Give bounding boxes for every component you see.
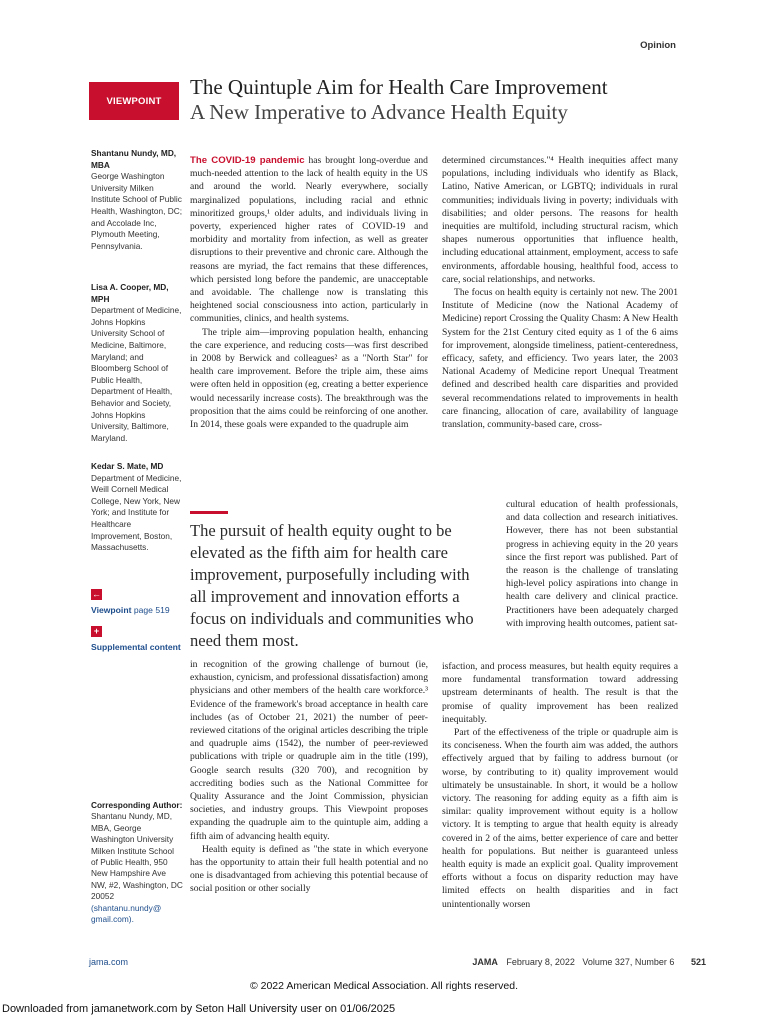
article-title: The Quintuple Aim for Health Care Improvement bbox=[190, 75, 608, 99]
journal-name: JAMA bbox=[472, 957, 498, 967]
back-arrow-icon: ← bbox=[92, 589, 101, 599]
author-block bbox=[91, 461, 183, 554]
issue-info: February 8, 2022 Volume 327, Number 6 bbox=[506, 957, 675, 967]
paragraph: The triple aim—improving population health, enhancing the care experience, and reducing costs—was first described in 2008 by Berwick and colleagues² as a "North Star" for health care improvement. Before the triple aim, these aims were often held in opposition (eg, creating a better experience would necessarily increase costs). The breakthrough was the proposition that the aims could be reinforcing of one another. In 2014, these goals were expanded to the quadruple aim bbox=[190, 326, 428, 431]
viewpoint-link-page[interactable]: page 519 bbox=[133, 605, 170, 615]
body-column-right-bottom bbox=[442, 660, 678, 911]
author-block bbox=[91, 282, 183, 444]
author-name[interactable]: Kedar S. Mate, MD bbox=[91, 461, 164, 471]
supplemental-link-label[interactable]: Supplemental content bbox=[91, 642, 181, 652]
lead-in: The COVID-19 pandemic bbox=[190, 155, 305, 166]
paragraph: Health equity is defined as "the state in which everyone has the opportunity to attain their full health potential and no one is disadvantaged from achieving this potential because of social position or other socially bbox=[190, 843, 428, 895]
viewpoint-badge: VIEWPOINT bbox=[89, 82, 179, 120]
body-column-left-top bbox=[190, 154, 428, 431]
paragraph: has brought long-overdue and much-needed attention to the lack of health equity in the US and around the world. Nearly everywhere, socially marginalized populations, including racial and ethnic minoritized groups,¹ older adults, and individuals living in poverty, experienced higher rates of COVID-19 and morbidity and mortality from infection, as well as greater disruptions to their preventive and chronic care. Although the reasons are myriad, the fact remains that these differences, which persisted long before the pandemic, are unacceptable and avoidable. The challenge now is translating this heightened social consciousness into action, particularly in communities, clinics, and health systems. bbox=[190, 155, 428, 325]
paragraph: isfaction, and process measures, but health equity requires a more fundamental transformation toward addressing upstream determinants of health. The result is that the promise of quality improvement has been realized inequitably. bbox=[442, 661, 678, 725]
related-viewpoint-link[interactable] bbox=[91, 589, 183, 615]
author-affiliation: Department of Medicine, Johns Hopkins University School of Medicine, Baltimore, Maryland; and Bloomberg School of Public Health, Department of Health, Behavior and Society, Johns Hopkins University, Baltimore, Maryland. bbox=[91, 305, 182, 443]
copyright: © 2022 American Medical Association. All rights reserved. bbox=[249, 980, 519, 992]
viewpoint-link-label[interactable]: Viewpoint bbox=[91, 605, 132, 615]
body-column-right-top bbox=[442, 154, 678, 431]
body-column-right-narrow bbox=[506, 498, 678, 630]
journal-citation bbox=[472, 957, 706, 967]
plus-icon: + bbox=[91, 626, 102, 637]
corresponding-text: Shantanu Nundy, MD, MBA, George Washington University Milken Institute School of Public Health, 950 New Hampshire Ave NW, #2, Washington, DC 20052 bbox=[91, 811, 183, 902]
paragraph: The focus on health equity is certainly not new. The 2001 Institute of Medicine (now the National Academy of Medicine) report Crossing the Quality Chasm: A New Health System for the 21st Century cited equity as 1 of the 6 aims for improvement, alongside timeliness, patient-centeredness, efficacy, safety, and efficiency. Two years later, the 2003 National Academy of Medicine report Unequal Treatment defined and described health care disparities and provided several recommendations related to improvements in health care financing, allocation of care, availability of language translation, community-based care, cross- bbox=[442, 287, 678, 431]
paragraph: in recognition of the growing challenge of burnout (ie, exhaustion, cynicism, and professional dissatisfaction) among physicians and other members of the health care workforce.³ Evidence of the framework's broad acceptance in health care includes (as of October 21, 2021) the number of peer-reviewed citations of the original articles describing the triple and quadruple aims (1542), the number of peer-reviewed publications with triple or quadruple aim in the title (199), Google search results (320 700), and recognition by accrediting bodies such as the National Committee for Quality Assurance and the Joint Commission, physician societies, and industry groups. This Viewpoint proposes expanding the quadruple aim to the quintuple aim, adding a fifth aim of advancing health equity. bbox=[190, 659, 428, 842]
paragraph: Part of the effectiveness of the triple or quadruple aim is its conciseness. When the fourth aim was added, the authors effectively argued that by failing to address burnout (or worse, by contributing to it) quality improvement would ultimately be unsustainable. In short, it would be a hollow victory. The reasoning for adding equity as a fifth aim is similar: quality improvement without equity is a hollow victory. It is tempting to argue that health equity is already covered in 2 of the aims, better experience of care and better health for populations. But neither is guaranteed unless health equity is made an explicit goal. Quality improvement efforts without a focus on disparity reduction may have limited effects on health disparities and in fact unintentionally worsen bbox=[442, 727, 678, 910]
corresponding-label: Corresponding Author: bbox=[91, 800, 183, 810]
body-column-left-bottom bbox=[190, 658, 428, 896]
author-affiliation: George Washington University Milken Institute School of Public Health, Washington, DC; and Accolade Inc, Plymouth Meeting, Pennsylvania. bbox=[91, 171, 182, 251]
paragraph: determined circumstances."⁴ Health inequities affect many populations, including individuals who identify as Black, Latino, Native American, or LGBTQ; individuals in rural communities; individuals living in poverty; individuals with disabilities; and older persons. The reasons for health inequities are multifold, including structural racism, which shapes numerous opportunities that influence health, including educational attainment, employment, access to safe environments, affordable housing, healthful food, access to care, social relationships, and networks. bbox=[442, 155, 678, 285]
email-link[interactable]: (shantanu.nundy@ gmail.com). bbox=[91, 902, 162, 925]
section-label: Opinion bbox=[640, 40, 676, 51]
author-affiliation: Department of Medicine, Weill Cornell Medical College, New York, New York; and Institute for Healthcare Improvement, Boston, Massachusetts. bbox=[91, 472, 182, 553]
page-number: 521 bbox=[690, 957, 706, 967]
paragraph: cultural education of health professionals, and data collection and research initiatives. However, there has not been substantial progress in achieving equity in the 20 years since the first report was published. Part of the reason is the challenge of translating high-level policy aspirations into change in health care delivery and clinical practice. Practitioners have been adequately charged with improving health outcomes, patient sat- bbox=[506, 499, 678, 629]
corresponding-author bbox=[91, 800, 183, 925]
pullquote: The pursuit of health equity ought to be elevated as the fifth aim for health care improvement, purposefully including with all improvement and innovation efforts a focus on individuals and communities who need them most. bbox=[190, 521, 474, 650]
site-link[interactable]: jama.com bbox=[89, 957, 129, 967]
author-name[interactable]: Shantanu Nundy, MD, MBA bbox=[91, 148, 177, 170]
author-block bbox=[91, 148, 183, 252]
author-name[interactable]: Lisa A. Cooper, MD, MPH bbox=[91, 282, 169, 304]
download-notice: Downloaded from jamanetwork.com by Seton Hall University user on 01/06/2025 bbox=[2, 1003, 396, 1015]
supplemental-content-link[interactable] bbox=[91, 626, 183, 653]
article-subtitle: A New Imperative to Advance Health Equity bbox=[190, 100, 568, 124]
pullquote-rule bbox=[190, 511, 228, 514]
